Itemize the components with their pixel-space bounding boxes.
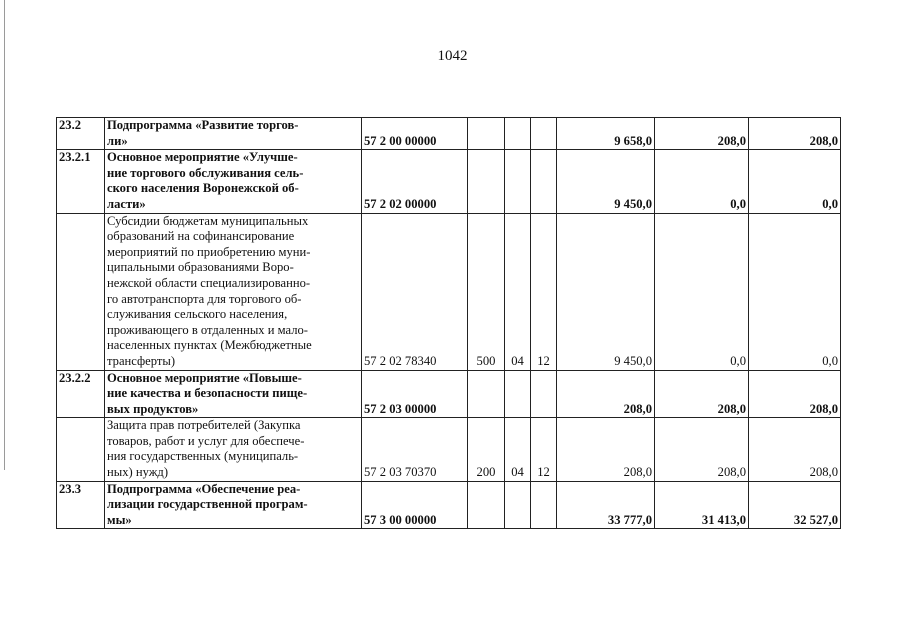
row-number: 23.2.1 (57, 150, 105, 213)
row-code: 57 2 03 00000 (362, 370, 468, 418)
row-value-3: 32 527,0 (749, 481, 841, 529)
row-pr (531, 150, 557, 213)
table-row (57, 118, 841, 150)
row-value-3: 208,0 (749, 418, 841, 481)
row-pr (531, 481, 557, 529)
row-value-2: 0,0 (655, 213, 749, 370)
row-rz: 200 (468, 418, 505, 481)
row-value-1: 9 450,0 (557, 213, 655, 370)
row-ps (505, 118, 531, 150)
row-name: Защита прав потребителей (Закупка товаров, работ и услуг для обеспече- ния государственных (муниципаль- ных) нужд) (105, 418, 362, 481)
row-number: 23.2.2 (57, 370, 105, 418)
page-number: 1042 (437, 48, 468, 64)
row-value-1: 9 658,0 (557, 118, 655, 150)
table-row (57, 418, 841, 481)
row-ps (505, 370, 531, 418)
row-number: 23.3 (57, 481, 105, 529)
row-value-3: 208,0 (749, 118, 841, 150)
row-value-1: 33 777,0 (557, 481, 655, 529)
row-rz (468, 150, 505, 213)
budget-table (56, 117, 841, 529)
row-name: Субсидии бюджетам муниципальных образований на софинансирование мероприятий по приобретению муни- ципальными образованиями Воро- нежской области специализированно- го автотранспорта для торгового об- служивания сельского населения, проживающего в отдаленных и мало- населенных пунктах (Межбюджетные трансферты) (105, 213, 362, 370)
row-pr: 12 (531, 418, 557, 481)
table-row (57, 370, 841, 418)
row-code: 57 2 03 70370 (362, 418, 468, 481)
row-value-1: 208,0 (557, 418, 655, 481)
row-ps (505, 481, 531, 529)
row-value-3: 208,0 (749, 370, 841, 418)
table-body (57, 118, 841, 529)
row-name: Основное мероприятие «Повыше- ние качества и безопасности пище- вых продуктов» (105, 370, 362, 418)
row-rz (468, 118, 505, 150)
row-pr: 12 (531, 213, 557, 370)
table-row (57, 481, 841, 529)
row-code: 57 2 02 78340 (362, 213, 468, 370)
row-value-3: 0,0 (749, 213, 841, 370)
row-number (57, 418, 105, 481)
row-code: 57 3 00 00000 (362, 481, 468, 529)
table-row (57, 213, 841, 370)
row-rz (468, 481, 505, 529)
table-row (57, 150, 841, 213)
row-value-1: 208,0 (557, 370, 655, 418)
row-rz (468, 370, 505, 418)
row-value-2: 31 413,0 (655, 481, 749, 529)
row-pr (531, 118, 557, 150)
row-code: 57 2 02 00000 (362, 150, 468, 213)
row-value-2: 208,0 (655, 118, 749, 150)
row-ps: 04 (505, 418, 531, 481)
row-code: 57 2 00 00000 (362, 118, 468, 150)
row-value-2: 0,0 (655, 150, 749, 213)
row-number (57, 213, 105, 370)
scan-edge-line (4, 0, 5, 470)
row-name: Подпрограмма «Обеспечение реа- лизации государственной програм- мы» (105, 481, 362, 529)
row-value-1: 9 450,0 (557, 150, 655, 213)
row-value-3: 0,0 (749, 150, 841, 213)
row-value-2: 208,0 (655, 370, 749, 418)
row-rz: 500 (468, 213, 505, 370)
row-name: Основное мероприятие «Улучше- ние торгового обслуживания сель- ского населения Воронежской об- ласти» (105, 150, 362, 213)
row-name: Подпрограмма «Развитие торгов- ли» (105, 118, 362, 150)
row-number: 23.2 (57, 118, 105, 150)
row-value-2: 208,0 (655, 418, 749, 481)
row-ps: 04 (505, 213, 531, 370)
row-pr (531, 370, 557, 418)
row-ps (505, 150, 531, 213)
